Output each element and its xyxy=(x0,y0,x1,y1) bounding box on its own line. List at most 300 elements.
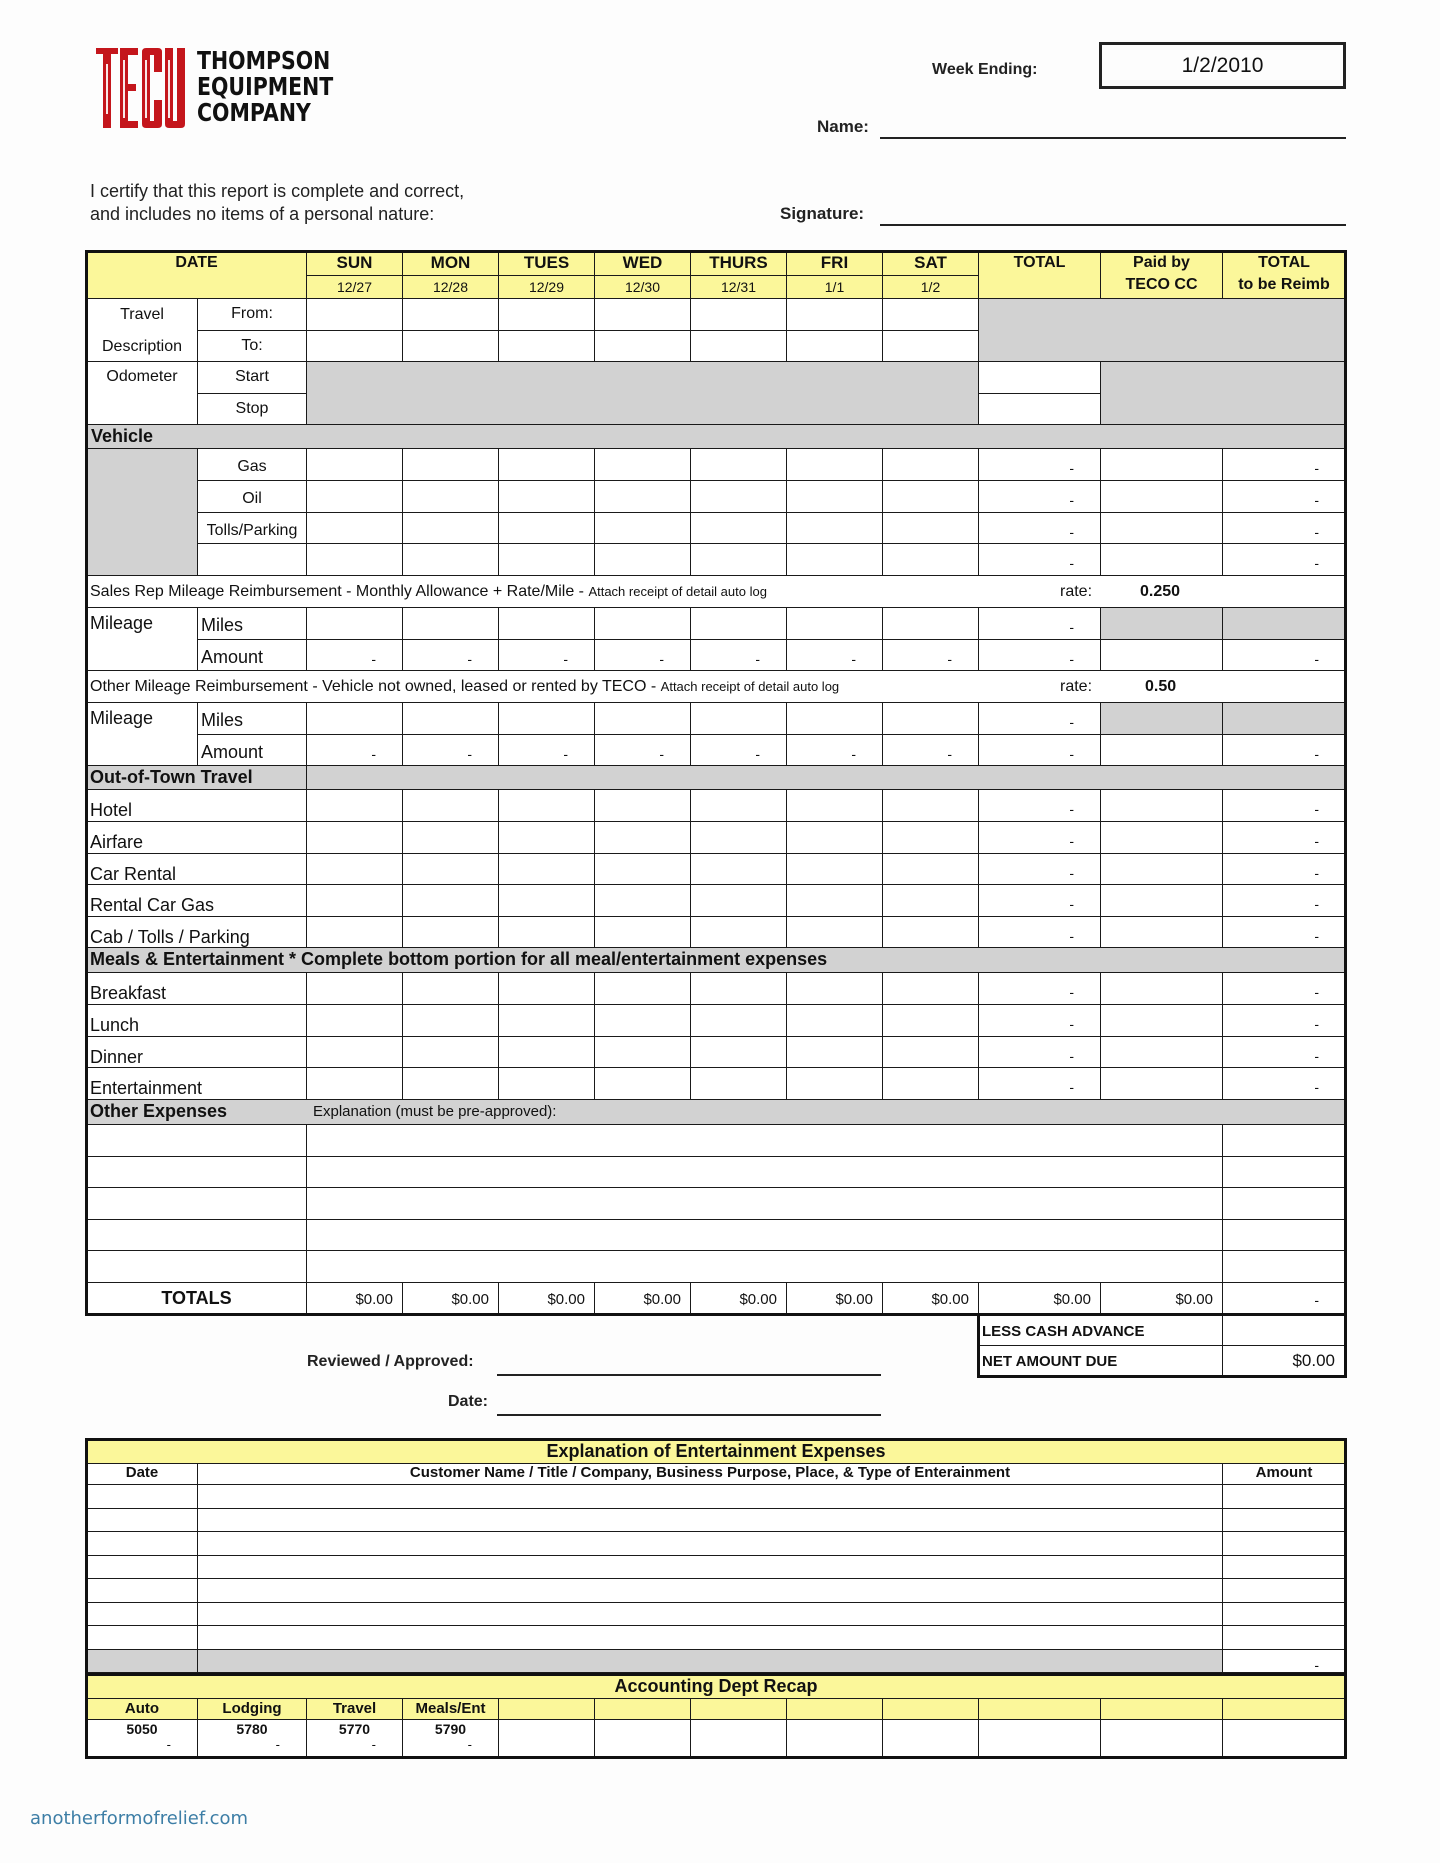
ent-row-date[interactable] xyxy=(86,1508,198,1533)
recap-title: Accounting Dept Recap xyxy=(86,1674,1346,1699)
odometer-stop-total[interactable] xyxy=(978,393,1101,425)
other-expense-explanation[interactable] xyxy=(306,1250,1223,1283)
meal-row-2-sat[interactable] xyxy=(882,1036,979,1069)
oot-row-0-tues[interactable] xyxy=(498,789,595,822)
ent-row-description[interactable] xyxy=(197,1508,1223,1533)
oot-row-3-tues[interactable] xyxy=(498,884,595,917)
vehicle-row-2-wed[interactable] xyxy=(594,512,691,545)
sales_mileage-group-label: Mileage xyxy=(86,607,198,671)
other_mileage-miles-sat[interactable] xyxy=(882,702,979,735)
other_mileage-amount-mon[interactable]: - xyxy=(402,734,499,766)
less-cash-advance-label: LESS CASH ADVANCE xyxy=(978,1314,1223,1346)
other_mileage-miles-tues[interactable] xyxy=(498,702,595,735)
travel-to-fri[interactable] xyxy=(786,330,883,362)
vehicle-row-1-total: - xyxy=(978,480,1101,513)
sales_mileage-amount-tues[interactable]: - xyxy=(498,639,595,671)
vehicle-row-0-sat[interactable] xyxy=(882,448,979,481)
vehicle-row-0-sun[interactable] xyxy=(306,448,403,481)
meal-row-1-thurs[interactable] xyxy=(690,1004,787,1037)
travel-from-sun[interactable] xyxy=(306,298,403,331)
oot-row-0-fri[interactable] xyxy=(786,789,883,822)
sales_mileage-miles-fri[interactable] xyxy=(786,607,883,640)
total-thurs: $0.00 xyxy=(690,1282,787,1315)
other-expense-explanation[interactable] xyxy=(306,1124,1223,1157)
reviewed-approved-field[interactable] xyxy=(497,1374,881,1376)
day-header-sat: SAT xyxy=(882,251,979,276)
description-label: Description xyxy=(101,338,183,355)
travel-to-tues[interactable] xyxy=(498,330,595,362)
total-header: TOTAL xyxy=(978,251,1101,299)
out-of-town-row-label: Airfare xyxy=(86,821,307,854)
oot-row-3-total: - xyxy=(978,884,1101,917)
oot-row-4-tues[interactable] xyxy=(498,916,595,948)
vehicle-row-label xyxy=(197,543,307,576)
meal-row-2-mon[interactable] xyxy=(402,1036,499,1069)
meal-row-2-wed[interactable] xyxy=(594,1036,691,1069)
approval-date-label: Date: xyxy=(448,1393,489,1410)
oot-row-1-sun[interactable] xyxy=(306,821,403,854)
day-header-thurs: THURS xyxy=(690,251,787,276)
day-header-tues: TUES xyxy=(498,251,595,276)
other_mileage-miles-paid-by-teco xyxy=(1100,702,1223,735)
out-of-town-row-label: Hotel xyxy=(86,789,307,822)
travel-to-thurs[interactable] xyxy=(690,330,787,362)
travel-from-thurs[interactable] xyxy=(690,298,787,331)
recap-col-auto: Auto xyxy=(86,1698,198,1720)
other-expense-amount[interactable] xyxy=(1222,1187,1346,1220)
oot-row-1-mon[interactable] xyxy=(402,821,499,854)
meal-row-1-sat[interactable] xyxy=(882,1004,979,1037)
vehicle-section-header: Vehicle xyxy=(86,424,1346,449)
travel-label: Travel xyxy=(120,306,164,323)
paid-by-teco-header xyxy=(1100,251,1223,299)
vehicle-row-1-fri[interactable] xyxy=(786,480,883,513)
sales-rate-value: 0.250 xyxy=(1140,583,1181,600)
meal-row-3-mon[interactable] xyxy=(402,1067,499,1100)
oot-row-4-thurs[interactable] xyxy=(690,916,787,948)
ent-row-date[interactable] xyxy=(86,1625,198,1650)
recap-cell-empty[interactable] xyxy=(978,1719,1101,1759)
oot-row-1-fri[interactable] xyxy=(786,821,883,854)
other-mileage-header xyxy=(86,670,1346,703)
sales_mileage-miles-sun[interactable] xyxy=(306,607,403,640)
odometer-shaded-area xyxy=(306,361,979,425)
ent-col-date: Date xyxy=(86,1463,198,1485)
travel-from-sat[interactable] xyxy=(882,298,979,331)
vehicle-row-1-paid-by-teco[interactable] xyxy=(1100,480,1223,513)
vehicle-row-3-tues[interactable] xyxy=(498,543,595,576)
certify-line-1: I certify that this report is complete and correct, xyxy=(90,181,465,201)
meal-row-2-paid-by-teco[interactable] xyxy=(1100,1036,1223,1069)
sales_mileage-miles-total: - xyxy=(978,607,1101,640)
oot-row-2-sat[interactable] xyxy=(882,853,979,886)
meal-row-0-fri[interactable] xyxy=(786,972,883,1005)
recap-col-empty xyxy=(498,1698,595,1720)
other-expense-date[interactable] xyxy=(86,1250,307,1283)
other_mileage-miles-sun[interactable] xyxy=(306,702,403,735)
vehicle-row-3-wed[interactable] xyxy=(594,543,691,576)
ent-row-description[interactable] xyxy=(197,1555,1223,1580)
vehicle-row-0-fri[interactable] xyxy=(786,448,883,481)
odometer-start-total[interactable] xyxy=(978,361,1101,394)
meal-row-1-fri[interactable] xyxy=(786,1004,883,1037)
ent-row-description[interactable] xyxy=(197,1578,1223,1603)
oot-row-0-reimb: - xyxy=(1222,789,1346,822)
oot-row-1-thurs[interactable] xyxy=(690,821,787,854)
vehicle-row-1-wed[interactable] xyxy=(594,480,691,513)
oot-row-3-paid-by-teco[interactable] xyxy=(1100,884,1223,917)
meal-row-1-total: - xyxy=(978,1004,1101,1037)
oot-row-4-fri[interactable] xyxy=(786,916,883,948)
vehicle-row-2-thurs[interactable] xyxy=(690,512,787,545)
vehicle-row-0-paid-by-teco[interactable] xyxy=(1100,448,1223,481)
meal-row-0-tues[interactable] xyxy=(498,972,595,1005)
other_mileage-miles-label: Miles xyxy=(197,702,307,735)
watermark-text: anotherformofrelief.com xyxy=(30,1808,249,1829)
oot-row-2-sun[interactable] xyxy=(306,853,403,886)
sales-mileage-title: Sales Rep Mileage Reimbursement - Monthly Allowance + Rate/Mile - xyxy=(90,583,589,600)
travel-to-wed[interactable] xyxy=(594,330,691,362)
other_mileage-miles-fri[interactable] xyxy=(786,702,883,735)
oot-row-2-mon[interactable] xyxy=(402,853,499,886)
oot-row-4-sat[interactable] xyxy=(882,916,979,948)
other-expense-date[interactable] xyxy=(86,1187,307,1220)
sales_mileage-amount-sat[interactable]: - xyxy=(882,639,979,671)
sales_mileage-amount-wed[interactable]: - xyxy=(594,639,691,671)
day-date-sat: 1/2 xyxy=(882,275,979,299)
other_mileage-amount-tues[interactable]: - xyxy=(498,734,595,766)
vehicle-row-0-mon[interactable] xyxy=(402,448,499,481)
sales_mileage-amount-thurs[interactable]: - xyxy=(690,639,787,671)
other-expenses-header xyxy=(86,1099,1346,1125)
oot-row-0-sat[interactable] xyxy=(882,789,979,822)
recap-cell-empty[interactable] xyxy=(786,1719,883,1759)
sales_mileage-amount-paid-by-teco[interactable] xyxy=(1100,639,1223,671)
ent-total-shade xyxy=(86,1649,198,1674)
meal-row-1-tues[interactable] xyxy=(498,1004,595,1037)
sales_mileage-miles-thurs[interactable] xyxy=(690,607,787,640)
recap-cell-travel[interactable] xyxy=(306,1719,403,1759)
other-expense-explanation[interactable] xyxy=(306,1187,1223,1220)
signature-field[interactable] xyxy=(880,224,1346,226)
travel-from-wed[interactable] xyxy=(594,298,691,331)
oot-row-0-wed[interactable] xyxy=(594,789,691,822)
oot-row-1-wed[interactable] xyxy=(594,821,691,854)
vehicle-row-2-sat[interactable] xyxy=(882,512,979,545)
recap-cell-lodging[interactable] xyxy=(197,1719,307,1759)
other-rate-label: rate: xyxy=(1060,678,1093,695)
meal-row-3-wed[interactable] xyxy=(594,1067,691,1100)
name-label: Name: xyxy=(817,117,869,136)
vehicle-row-label: Oil xyxy=(197,480,307,513)
ent-row-description[interactable] xyxy=(197,1625,1223,1650)
sales_mileage-miles-sat[interactable] xyxy=(882,607,979,640)
ent-row-description[interactable] xyxy=(197,1531,1223,1556)
sales_mileage-miles-wed[interactable] xyxy=(594,607,691,640)
recap-cell-auto[interactable] xyxy=(86,1719,198,1759)
recap-cell-mealsent[interactable] xyxy=(402,1719,499,1759)
date-header: DATE xyxy=(86,251,307,299)
meal-row-3-fri[interactable] xyxy=(786,1067,883,1100)
other-expense-amount[interactable] xyxy=(1222,1219,1346,1252)
oot-row-3-reimb: - xyxy=(1222,884,1346,917)
meal-row-0-paid-by-teco[interactable] xyxy=(1100,972,1223,1005)
out-of-town-row-label: Car Rental xyxy=(86,853,307,886)
oot-row-2-thurs[interactable] xyxy=(690,853,787,886)
meal-row-3-sat[interactable] xyxy=(882,1067,979,1100)
vehicle-row-3-sun[interactable] xyxy=(306,543,403,576)
other-expense-date[interactable] xyxy=(86,1219,307,1252)
other_mileage-miles-total: - xyxy=(978,702,1101,735)
recap-code: 5790 xyxy=(434,1721,467,1737)
other_mileage-amount-sat[interactable]: - xyxy=(882,734,979,766)
company-name-line-1: THOMPSON xyxy=(197,46,331,75)
meal-row-2-tues[interactable] xyxy=(498,1036,595,1069)
oot-row-4-reimb: - xyxy=(1222,916,1346,948)
reviewed-approved-label: Reviewed / Approved: xyxy=(307,1353,474,1370)
total-sun: $0.00 xyxy=(306,1282,403,1315)
oot-row-0-sun[interactable] xyxy=(306,789,403,822)
sales_mileage-miles-tues[interactable] xyxy=(498,607,595,640)
total-fri: $0.00 xyxy=(786,1282,883,1315)
other-rate-value: 0.50 xyxy=(1145,678,1177,695)
vehicle-row-1-tues[interactable] xyxy=(498,480,595,513)
other_mileage-amount-sun[interactable]: - xyxy=(306,734,403,766)
travel-from-fri[interactable] xyxy=(786,298,883,331)
meal-row-1-sun[interactable] xyxy=(306,1004,403,1037)
other-expense-explanation[interactable] xyxy=(306,1156,1223,1189)
sales_mileage-amount-reimb: - xyxy=(1222,639,1346,671)
ent-row-amount[interactable] xyxy=(1222,1508,1346,1533)
ent-row-date[interactable] xyxy=(86,1555,198,1580)
other-expense-explanation[interactable] xyxy=(306,1219,1223,1252)
oot-row-3-mon[interactable] xyxy=(402,884,499,917)
ent-total-shade xyxy=(197,1649,1223,1674)
vehicle-row-2-mon[interactable] xyxy=(402,512,499,545)
vehicle-row-3-mon[interactable] xyxy=(402,543,499,576)
meal-row-2-sun[interactable] xyxy=(306,1036,403,1069)
oot-row-3-sun[interactable] xyxy=(306,884,403,917)
ent-row-amount[interactable] xyxy=(1222,1484,1346,1509)
other_mileage-amount-fri[interactable]: - xyxy=(786,734,883,766)
meal-row-3-paid-by-teco[interactable] xyxy=(1100,1067,1223,1100)
day-header-fri: FRI xyxy=(786,251,883,276)
certify-statement xyxy=(90,180,464,226)
less-cash-advance-field[interactable] xyxy=(1222,1314,1346,1346)
name-field[interactable] xyxy=(880,137,1346,139)
ent-row-date[interactable] xyxy=(86,1531,198,1556)
ent-row-amount[interactable] xyxy=(1222,1531,1346,1556)
vehicle-row-3-sat[interactable] xyxy=(882,543,979,576)
out-of-town-row-label: Rental Car Gas xyxy=(86,884,307,917)
recap-cell-empty[interactable] xyxy=(882,1719,979,1759)
meal-row-3-thurs[interactable] xyxy=(690,1067,787,1100)
vehicle-row-3-total: - xyxy=(978,543,1101,576)
oot-row-2-paid-by-teco[interactable] xyxy=(1100,853,1223,886)
meal-row-1-wed[interactable] xyxy=(594,1004,691,1037)
reimb-header-line-1: TOTAL xyxy=(1258,254,1310,271)
oot-row-1-tues[interactable] xyxy=(498,821,595,854)
ent-row-amount[interactable] xyxy=(1222,1578,1346,1603)
oot-row-3-wed[interactable] xyxy=(594,884,691,917)
meal-row-0-sat[interactable] xyxy=(882,972,979,1005)
odometer-label: Odometer xyxy=(86,361,198,425)
day-header-mon: MON xyxy=(402,251,499,276)
vehicle-row-label: Gas xyxy=(197,448,307,481)
vehicle-row-0-tues[interactable] xyxy=(498,448,595,481)
ent-row-date[interactable] xyxy=(86,1578,198,1603)
travel-shaded-area xyxy=(978,298,1346,362)
other_mileage-miles-wed[interactable] xyxy=(594,702,691,735)
ent-row-description[interactable] xyxy=(197,1602,1223,1627)
meal-row-2-reimb: - xyxy=(1222,1036,1346,1069)
meal-row-label: Breakfast xyxy=(86,972,307,1005)
travel-to-mon[interactable] xyxy=(402,330,499,362)
vehicle-row-3-fri[interactable] xyxy=(786,543,883,576)
recap-cell-empty[interactable] xyxy=(690,1719,787,1759)
oot-row-1-paid-by-teco[interactable] xyxy=(1100,821,1223,854)
sales_mileage-miles-mon[interactable] xyxy=(402,607,499,640)
sales_mileage-amount-mon[interactable]: - xyxy=(402,639,499,671)
other-expense-amount[interactable] xyxy=(1222,1250,1346,1283)
ent-row-description[interactable] xyxy=(197,1484,1223,1509)
vehicle-row-2-sun[interactable] xyxy=(306,512,403,545)
vehicle-row-0-total: - xyxy=(978,448,1101,481)
ent-row-amount[interactable] xyxy=(1222,1625,1346,1650)
oot-row-1-sat[interactable] xyxy=(882,821,979,854)
day-date-sun: 12/27 xyxy=(306,275,403,299)
meal-row-1-paid-by-teco[interactable] xyxy=(1100,1004,1223,1037)
meal-row-0-mon[interactable] xyxy=(402,972,499,1005)
meal-row-0-wed[interactable] xyxy=(594,972,691,1005)
total-mon: $0.00 xyxy=(402,1282,499,1315)
meal-row-3-sun[interactable] xyxy=(306,1067,403,1100)
other_mileage-amount-thurs[interactable]: - xyxy=(690,734,787,766)
net-amount-due-label: NET AMOUNT DUE xyxy=(978,1345,1223,1377)
oot-row-4-total: - xyxy=(978,916,1101,948)
oot-row-3-sat[interactable] xyxy=(882,884,979,917)
vehicle-row-2-tues[interactable] xyxy=(498,512,595,545)
vehicle-row-1-thurs[interactable] xyxy=(690,480,787,513)
recap-cell-empty[interactable] xyxy=(498,1719,595,1759)
recap-value: - xyxy=(467,1737,472,1752)
travel-to-sat[interactable] xyxy=(882,330,979,362)
vehicle-row-1-sat[interactable] xyxy=(882,480,979,513)
ent-total-amount: - xyxy=(1222,1649,1346,1674)
oot-row-4-wed[interactable] xyxy=(594,916,691,948)
day-date-wed: 12/30 xyxy=(594,275,691,299)
day-date-thurs: 12/31 xyxy=(690,275,787,299)
meal-row-label: Dinner xyxy=(86,1036,307,1069)
meal-row-3-tues[interactable] xyxy=(498,1067,595,1100)
sales_mileage-miles-paid-by-teco xyxy=(1100,607,1223,640)
other-expense-amount[interactable] xyxy=(1222,1156,1346,1189)
sales_mileage-amount-sun[interactable]: - xyxy=(306,639,403,671)
other_mileage-amount-wed[interactable]: - xyxy=(594,734,691,766)
recap-code: 5770 xyxy=(338,1721,371,1737)
oot-row-4-sun[interactable] xyxy=(306,916,403,948)
other-expense-amount[interactable] xyxy=(1222,1124,1346,1157)
other_mileage-amount-reimb: - xyxy=(1222,734,1346,766)
vehicle-row-3-thurs[interactable] xyxy=(690,543,787,576)
travel-to-sun[interactable] xyxy=(306,330,403,362)
ent-row-date[interactable] xyxy=(86,1602,198,1627)
oot-row-2-total: - xyxy=(978,853,1101,886)
oot-row-0-mon[interactable] xyxy=(402,789,499,822)
meal-row-1-mon[interactable] xyxy=(402,1004,499,1037)
vehicle-row-3-paid-by-teco[interactable] xyxy=(1100,543,1223,576)
travel-from-mon[interactable] xyxy=(402,298,499,331)
oot-row-0-total: - xyxy=(978,789,1101,822)
oot-row-4-paid-by-teco[interactable] xyxy=(1100,916,1223,948)
recap-cell-empty[interactable] xyxy=(594,1719,691,1759)
paid-header-line-1: Paid by xyxy=(1133,254,1190,271)
meal-row-2-thurs[interactable] xyxy=(690,1036,787,1069)
ent-row-date[interactable] xyxy=(86,1484,198,1509)
oot-row-3-fri[interactable] xyxy=(786,884,883,917)
vehicle-row-0-wed[interactable] xyxy=(594,448,691,481)
meal-row-0-thurs[interactable] xyxy=(690,972,787,1005)
other-expense-date[interactable] xyxy=(86,1124,307,1157)
vehicle-row-1-mon[interactable] xyxy=(402,480,499,513)
day-date-tues: 12/29 xyxy=(498,275,595,299)
odometer-stop-label: Stop xyxy=(197,393,307,425)
sales-mileage-note: Attach receipt of detail auto log xyxy=(588,584,767,599)
recap-col-empty xyxy=(1100,1698,1223,1720)
oot-row-2-tues[interactable] xyxy=(498,853,595,886)
recap-cell-empty[interactable] xyxy=(1100,1719,1223,1759)
sales_mileage-amount-fri[interactable]: - xyxy=(786,639,883,671)
oot-row-4-mon[interactable] xyxy=(402,916,499,948)
other-mileage-title: Other Mileage Reimbursement - Vehicle not owned, leased or rented by TECO - xyxy=(90,678,661,695)
other-expenses-title: Other Expenses xyxy=(90,1101,228,1121)
meal-row-0-sun[interactable] xyxy=(306,972,403,1005)
vehicle-row-2-fri[interactable] xyxy=(786,512,883,545)
reimb-header-line-2: to be Reimb xyxy=(1238,276,1330,293)
recap-col-empty xyxy=(594,1698,691,1720)
week-ending-field[interactable]: 1/2/2010 xyxy=(1099,42,1346,89)
other_mileage-miles-mon[interactable] xyxy=(402,702,499,735)
ent-row-amount[interactable] xyxy=(1222,1555,1346,1580)
out-of-town-row-label: Cab / Tolls / Parking xyxy=(86,916,307,948)
ent-row-amount[interactable] xyxy=(1222,1602,1346,1627)
recap-col-empty xyxy=(978,1698,1101,1720)
other_mileage-amount-paid-by-teco[interactable] xyxy=(1100,734,1223,766)
oot-row-0-thurs[interactable] xyxy=(690,789,787,822)
oot-row-2-wed[interactable] xyxy=(594,853,691,886)
other-expense-date[interactable] xyxy=(86,1156,307,1189)
recap-value: - xyxy=(371,1737,376,1752)
travel-description-label xyxy=(86,298,198,362)
odometer-start-label: Start xyxy=(197,361,307,394)
other_mileage-miles-thurs[interactable] xyxy=(690,702,787,735)
travel-from-tues[interactable] xyxy=(498,298,595,331)
vehicle-shaded-label xyxy=(86,448,198,576)
meal-row-label: Lunch xyxy=(86,1004,307,1037)
meal-row-3-reimb: - xyxy=(1222,1067,1346,1100)
vehicle-row-1-sun[interactable] xyxy=(306,480,403,513)
meal-row-2-fri[interactable] xyxy=(786,1036,883,1069)
oot-row-0-paid-by-teco[interactable] xyxy=(1100,789,1223,822)
recap-cell-empty[interactable] xyxy=(1222,1719,1347,1759)
company-name-line-2: EQUIPMENT xyxy=(197,72,334,101)
day-date-mon: 12/28 xyxy=(402,275,499,299)
oot-row-2-fri[interactable] xyxy=(786,853,883,886)
oot-row-3-thurs[interactable] xyxy=(690,884,787,917)
vehicle-row-2-paid-by-teco[interactable] xyxy=(1100,512,1223,545)
vehicle-row-0-thurs[interactable] xyxy=(690,448,787,481)
approval-date-field[interactable] xyxy=(497,1414,881,1416)
